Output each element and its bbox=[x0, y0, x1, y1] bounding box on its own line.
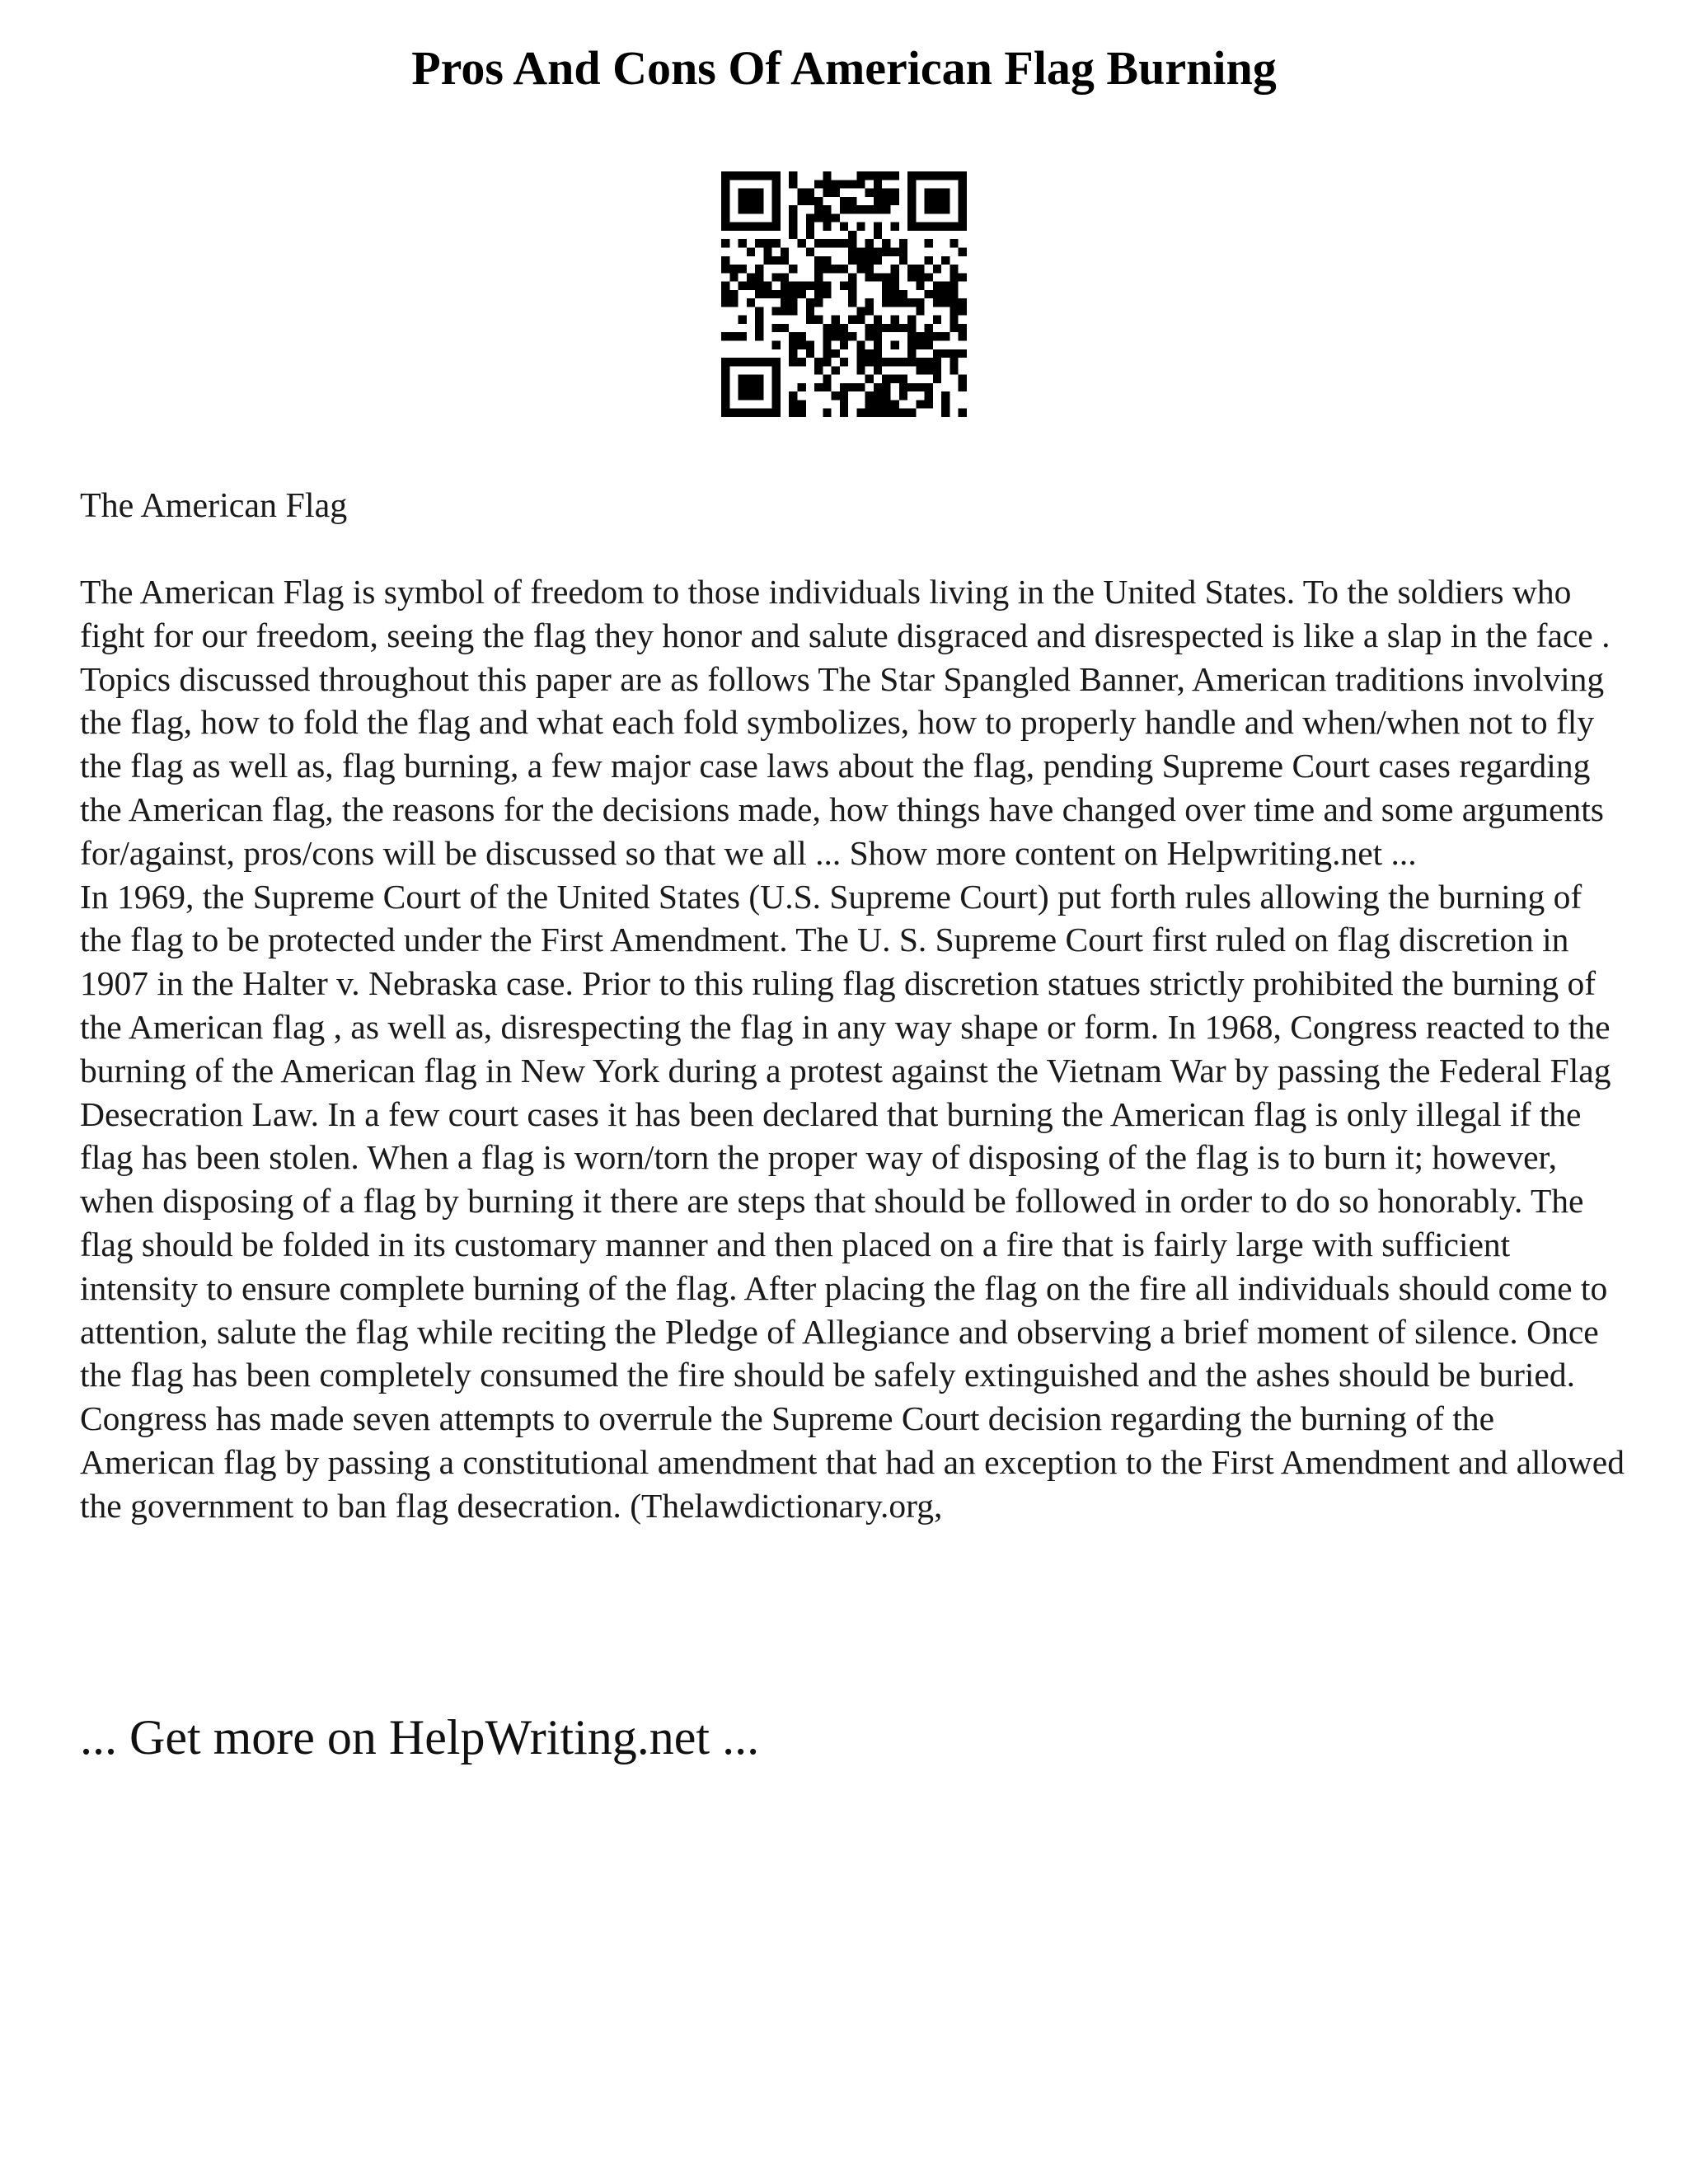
qr-code-icon bbox=[721, 171, 967, 417]
document-title: Pros And Cons Of American Flag Burning bbox=[411, 41, 1277, 95]
paragraph-history: In 1969, the Supreme Court of the United States (U.S. Supreme Court) put forth rules allowing the burning of the flag to be protected under the First Amendment. The U. S. Supreme Court first ruled on flag discretion in 1907 in the Halter v. Nebraska case. Prior to this ruling flag discretion statues strictly prohibited the burning of the American flag , as well as, disrespecting the flag in any way shape or form. In 1968, Congress reacted to the burning of the American flag in New York during a protest against the Vietnam War by passing the Federal Flag Desecration Law. In a few court cases it has been declared that burning the American flag is only illegal if the flag has been stolen. When a flag is worn/torn the proper way of disposing of the flag is to burn it; however, when disposing of a flag by burning it there are steps that should be followed in order to do so honorably. The flag should be folded in its customary manner and then placed on a fire that is fairly large with sufficient intensity to ensure complete burning of the flag. After placing the flag on the fire all individuals should come to attention, salute the flag while reciting the Pledge of Allegiance and observing a brief moment of silence. Once the flag has been completely consumed the fire should be safely extinguished and the ashes should be buried. Congress has made seven attempts to overrule the Supreme Court decision regarding the burning of the American flag by passing a constitutional amendment that had an exception to the First Amendment and allowed the government to ban flag desecration. (Thelawdictionary.org, bbox=[80, 877, 1625, 1525]
section-heading: The American Flag bbox=[80, 487, 348, 525]
article-body bbox=[80, 570, 1629, 1528]
paragraph-intro: The American Flag is symbol of freedom to those individuals living in the United States. To the soldiers who fight for our freedom, seeing the flag they honor and salute disgraced and disrespected is like a slap in the face . Topics discussed throughout this paper are as follows The Star Spangled Banner, American traditions involving the flag, how to fold the flag and what each fold symbolizes, how to properly handle and when/when not to fly the flag as well as, flag burning, a few major case laws about the flag, pending Supreme Court cases regarding the American flag, the reasons for the decisions made, how things have changed over time and some arguments for/against, pros/cons will be discussed so that we all ... Show more content on Helpwriting.net ... bbox=[80, 573, 1611, 872]
get-more-link[interactable]: ... Get more on HelpWriting.net ... bbox=[80, 1710, 760, 1765]
